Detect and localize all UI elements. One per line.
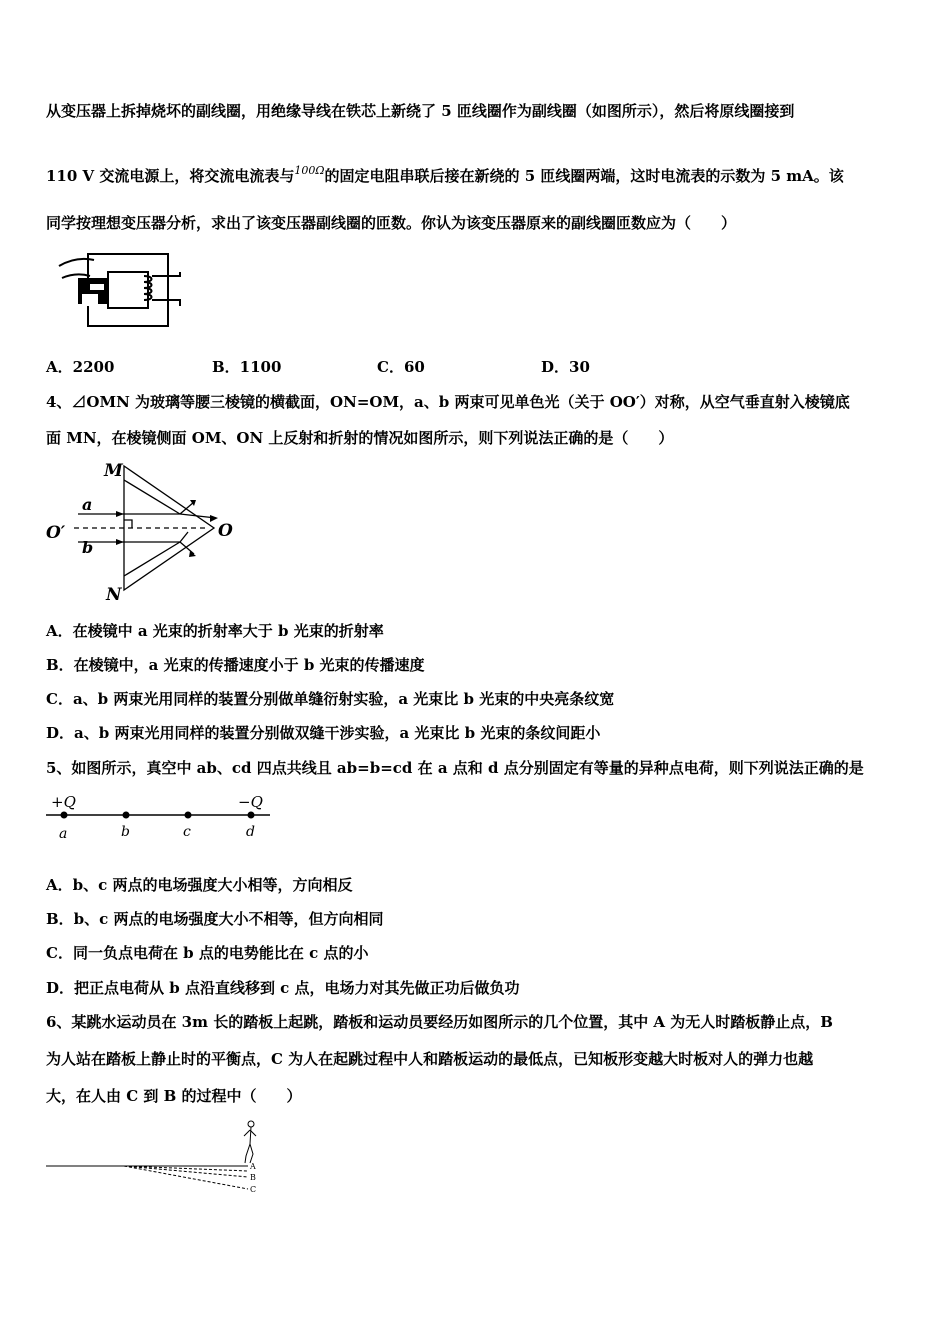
charges-figure	[44, 790, 274, 848]
label-b: b	[82, 538, 94, 557]
label-board-b: B	[250, 1173, 256, 1182]
secondary-lead-top	[152, 272, 180, 276]
secondary-lead-bottom	[152, 300, 180, 306]
q3-option-a[interactable]: A．2200	[46, 358, 115, 376]
q3-line-1: 从变压器上拆掉烧坏的副线圈，用绝缘导线在铁芯上新绕了 5 匝线圈作为副线圈（如图所示），然后将原线圈接到	[46, 102, 795, 120]
transformer-figure	[56, 246, 191, 331]
primary-lead-wire-bottom	[62, 274, 90, 278]
q3-option-c[interactable]: C．60	[377, 358, 425, 376]
point-b	[123, 812, 130, 819]
point-c	[185, 812, 192, 819]
label-o: O	[218, 521, 233, 541]
q5-option-a[interactable]: A．b、c 两点的电场强度大小相等，方向相反	[46, 876, 353, 894]
q6-line-2: 为人站在踏板上静止时的平衡点，C 为人在起跳过程中人和踏板运动的最低点，已知板形变越大时板对人的弹力也越	[46, 1050, 814, 1068]
board-position-b	[124, 1166, 248, 1177]
prism-figure	[44, 456, 244, 604]
label-a: a	[82, 495, 93, 514]
q4-line-2: 面 MN，在棱镜侧面 OM、ON 上反射和折射的情况如图所示，则下列说法正确的是（ ）	[46, 429, 674, 447]
q3-line-2	[46, 166, 844, 188]
q4-line-1: 4、⊿OMN 为玻璃等腰三棱镜的横截面，ON=OM，a、b 两束可见单色光（关于 OO′）对称，从空气垂直射入棱镜底	[46, 393, 850, 411]
q4-option-d[interactable]: D．a、b 两束光用同样的装置分别做双缝干涉实验，a 光束比 b 光束的条纹间距小	[46, 724, 601, 742]
board-position-c	[124, 1166, 248, 1189]
label-minus-q: −Q	[238, 793, 263, 811]
q4-option-c[interactable]: C．a、b 两束光用同样的装置分别做单缝衍射实验，a 光束比 b 光束的中央亮条纹宽	[46, 690, 615, 708]
label-point-b: b	[121, 824, 130, 840]
point-a	[61, 812, 68, 819]
arrow-reflected	[210, 515, 218, 522]
board-position-mid	[124, 1166, 248, 1171]
label-o-prime: O′	[46, 523, 66, 543]
right-angle-mark	[124, 520, 132, 528]
q4-option-b[interactable]: B．在棱镜中，a 光束的传播速度小于 b 光束的传播速度	[46, 656, 425, 674]
label-board-c: C	[250, 1185, 257, 1194]
q3-option-b[interactable]: B．1100	[212, 358, 282, 376]
q4-option-a[interactable]: A．在棱镜中 a 光束的折射率大于 b 光束的折射率	[46, 622, 384, 640]
diver-head	[248, 1121, 254, 1127]
q3-option-d[interactable]: D．30	[541, 358, 590, 376]
q5-line-1: 5、如图所示，真空中 ab、cd 四点共线且 ab=b=cd 在 a 点和 d 点分别固定有等量的异种点电荷，则下列说法正确的是	[46, 759, 864, 777]
q3-line-3: 同学按理想变压器分析，求出了该变压器副线圈的匝数。你认为该变压器原来的副线圈匝数应为（ ）	[46, 214, 737, 232]
diving-board-figure	[44, 1116, 268, 1196]
q6-line-1: 6、某跳水运动员在 3m 长的踏板上起跳，踏板和运动员要经历如图所示的几个位置，其中 A 为无人时踏板静止点，B	[46, 1013, 833, 1031]
label-n: N	[106, 585, 122, 604]
label-board-a: A	[250, 1162, 256, 1171]
arrow-a	[116, 511, 124, 517]
q5-option-d[interactable]: D．把正点电荷从 b 点沿直线移到 c 点，电场力对其先做正功后做负功	[46, 979, 520, 997]
q3-line-2-part-a: 110 V 交流电源上，将交流电流表与	[46, 167, 295, 185]
q5-option-c[interactable]: C．同一负点电荷在 b 点的电势能比在 c 点的小	[46, 944, 369, 962]
arrow-b	[116, 539, 124, 545]
q6-line-3: 大，在人由 C 到 B 的过程中（ ）	[46, 1087, 302, 1105]
transformer-core-inner	[108, 272, 148, 308]
label-point-c: c	[183, 824, 191, 840]
label-point-d: d	[246, 824, 255, 840]
label-point-a: a	[59, 826, 68, 842]
primary-coil	[78, 278, 108, 306]
label-plus-q: +Q	[51, 793, 76, 811]
diver-body	[244, 1127, 256, 1163]
resistance-formula: 100Ω	[294, 164, 325, 177]
q5-option-b[interactable]: B．b、c 两点的电场强度大小不相等，但方向相同	[46, 910, 384, 928]
ray-b-reflected	[180, 532, 188, 542]
point-d	[248, 812, 255, 819]
label-m: M	[104, 461, 123, 481]
q3-line-2-part-b: 的固定电阻串联后接在新绕的 5 匝线圈两端，这时电流表的示数为 5 mA。该	[324, 167, 844, 185]
